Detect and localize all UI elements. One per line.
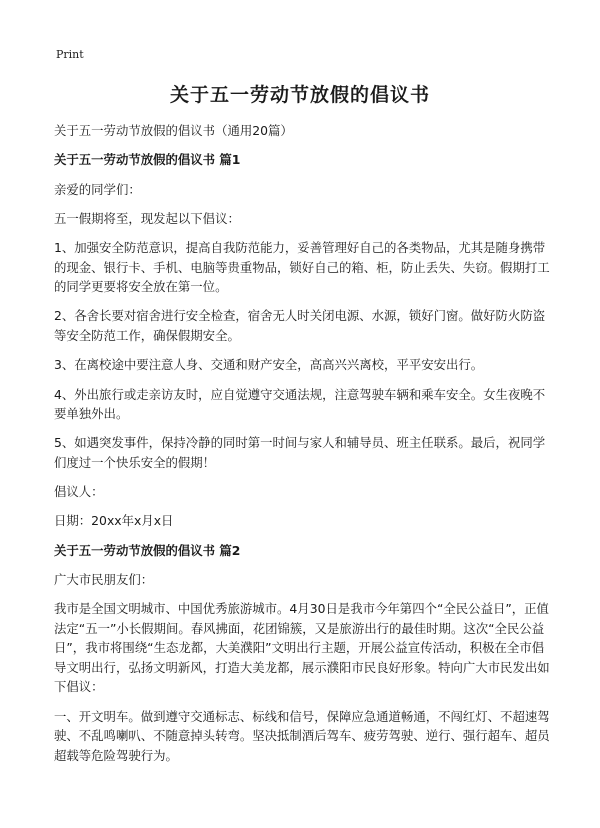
document-title: 关于五一劳动节放假的倡议书: [169, 84, 430, 106]
section-heading: 关于五一劳动节放假的倡议书 篇2: [54, 542, 241, 558]
paragraph: 5、如遇突发事件，保持冷静的同时第一时间与家人和辅导员、班主任联系。最后，祝同学们度过一个快乐安全的假期！: [54, 435, 546, 470]
paragraph: 4、外出旅行或走亲访友时，应自觉遵守交通法规，注意驾驶车辆和乘车安全。女生夜晚不要单独外出。: [54, 386, 546, 422]
paragraph: 3、在离校途中要注意人身、交通和财产安全，高高兴兴离校，平平安安出行。: [54, 357, 484, 373]
print-label: Print: [56, 48, 84, 61]
document-body: [54, 121, 550, 775]
paragraph: 2、各舍长要对宿舍进行安全检查，宿舍无人时关闭电源、水源，锁好门窗。做好防火防盗等安全防范工作，确保假期安全。: [54, 308, 546, 343]
document-subtitle: 关于五一劳动节放假的倡议书（通用20篇）: [54, 123, 293, 138]
salutation: 亲爱的同学们：: [54, 181, 141, 197]
section-2: [54, 541, 550, 765]
paragraph: 1、加强安全防范意识，提高自我防范能力，妥善管理好自己的各类物品，尤其是随身携带的现金、银行卡、手机、电脑等贵重物品，锁好自己的箱、柜，防止丢失、失窃。假期打工的同学更要将安全放在第一位。: [54, 240, 550, 295]
salutation: 广大市民朋友们：: [54, 572, 154, 588]
signature-line: 倡议人：: [54, 484, 104, 500]
section-heading: 关于五一劳动节放假的倡议书 篇1: [54, 152, 241, 168]
paragraph: 五一假期将至，现发起以下倡议：: [54, 210, 240, 226]
paragraph: 一、开文明车。做到遵守交通标志、标线和信号，保障应急通道畅通，不闯红灯、不超速驾驶、不乱鸣喇叭、不随意掉头转弯。坚决抵制酒后驾车、疲劳驾驶、逆行、强行超车、超员超载等危险驾驶行为。: [54, 708, 550, 763]
paragraph: 我市是全国文明城市、中国优秀旅游城市。4月30日是我市今年第四个“全民公益日”，正值法定“五一”小长假期间。春风拂面，花团锦簇，又是旅游出行的最佳时期。这次“全民公益日”，我市将围绕“生态龙都，大美濮阳”文明出行主题，开展公益宣传活动，积极在全市倡导文明出行，弘扬文明新风，打造大美龙都，展示濮阳市民良好形象。特向广大市民发出如下倡议：: [54, 601, 550, 695]
date-line: 日期：20xx年x月x日: [54, 513, 174, 529]
section-1: [54, 150, 550, 531]
